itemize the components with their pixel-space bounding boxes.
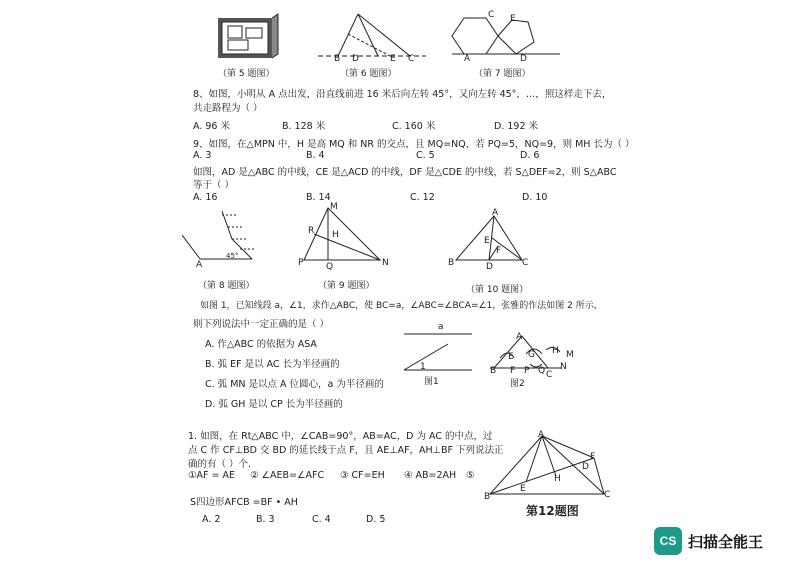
fig2-label-n: N [560,362,567,372]
fig2-label-f: F [510,366,516,376]
q9-label-q: Q [326,262,334,272]
fig1-figure [402,330,482,380]
q6-label-b: B [334,54,341,64]
q12-statement-5: ⑤ [466,470,475,481]
q12-statement-3: ③ CF=EH [340,470,385,481]
q10-figure [452,212,532,266]
q12-statement-2: ② ∠AEB=∠AFC [250,470,325,481]
q12-statement-5-formula: S四边形AFCB =BF • AH [190,497,298,508]
q8-caption: （第 8 题图） [198,281,255,291]
q8-label-a: A [196,260,203,270]
q10-option-b: B. 14 [306,192,331,203]
q5-figure [218,12,278,62]
q10-option-d: D. 10 [522,192,548,203]
q9-label-m: M [330,202,338,212]
q10-label-f: F [496,246,502,256]
q10-label-e: E [484,236,490,246]
q12-option-a: A. 2 [202,514,221,525]
q11-option-b: B. 弧 EF 是以 AC 长为半径画的 [205,359,340,370]
q7-caption: （第 7 题图） [474,69,531,79]
q8-option-b: B. 128 米 [282,121,326,132]
q12-line3: 确的有（ ）个. [188,459,252,470]
camscanner-logo-icon: CS [654,527,682,555]
q9-label-h: H [332,230,339,240]
q6-label-d: D [352,54,359,64]
q9-label-p: P [298,258,304,268]
q12-label-f: F [590,452,596,462]
scanner-watermark [654,526,790,556]
q7-label-e: E [510,14,516,24]
q9-option-d: D. 6 [520,150,540,161]
fig2-label-a: A [516,332,523,342]
q12-option-b: B. 3 [256,514,275,525]
q8-option-d: D. 192 米 [494,121,539,132]
q10-line2: 等于（ ） [193,180,235,191]
fig2-label-p: P [524,366,530,376]
fig2-label-g: G [528,350,535,360]
q11-option-a: A. 作△ABC 的依据为 ASA [205,339,317,350]
q12-statement-4: ④ AB=2AH [404,470,457,481]
q8-option-a: A. 96 米 [193,121,230,132]
fig2-label-e: E [508,352,514,362]
fig2-caption: 图2 [510,379,525,389]
q10-line1: 如图，AD 是△ABC 的中线，CE 是△ACD 的中线，DF 是△CDE 的中线，若 S△DEF=2，则 S△ABC [193,167,617,178]
q11-line2: 则下列说法中一定正确的是（ ） [193,319,330,330]
fig1-caption: 图1 [424,377,439,387]
q10-caption: （第 10 题图） [466,285,529,295]
fig1-label-1: 1 [420,362,426,372]
q12-label-b: B [484,492,491,502]
q7-label-d: D [520,54,527,64]
q11-line1: 如图 1，已知线段 a，∠1，求作△ABC，使 BC=a，∠ABC=∠BCA=∠1，张雅的作法如图 2 所示， [200,301,603,311]
q9-caption: （第 9 题图） [318,281,375,291]
q6-caption: （第 6 题图） [340,69,397,79]
q12-label-c: C [604,490,611,500]
q9-label-r: R [308,226,315,236]
q6-label-c: C [408,54,415,64]
fig1-label-a: a [438,322,444,332]
q12-option-c: C. 4 [312,514,331,525]
q11-option-d: D. 弧 GH 是以 CP 长为半径画的 [205,399,343,410]
q12-line1: 1. 如图，在 Rt△ABC 中，∠CAB=90°，AB=AC，D 为 AC 的中点，过 [188,431,493,442]
q12-label-d: D [582,462,589,472]
q10-option-a: A. 16 [193,192,218,203]
q10-label-d: D [486,262,493,272]
q8-option-c: C. 160 米 [392,121,436,132]
q7-label-a: A [464,54,471,64]
q12-line2: 点 C 作 CF⊥BD 交 BD 的延长线于点 F，且 AE⊥AF，AH⊥BF 下列说法正 [188,445,504,456]
watermark-text: 扫描全能王 [688,532,764,551]
q8-label-angle: 45° [226,252,239,260]
q11-option-c: C. 弧 MN 是以点 A 位圆心，a 为半径画的 [205,379,384,390]
fig2-label-c: C [546,370,553,380]
q10-label-a: A [492,208,499,218]
q8-figure [182,205,262,267]
q8-line2: 共走路程为（ ） [193,103,263,114]
fig2-label-q: Q [538,366,546,376]
q9-option-a: A. 3 [193,150,212,161]
q10-label-b: B [448,258,455,268]
fig2-label-b: B [490,366,497,376]
q10-option-c: C. 12 [410,192,435,203]
q7-label-c: C [488,10,495,20]
q12-figure [486,432,616,496]
q9-label-n: N [382,258,389,268]
q9-option-c: C. 5 [416,150,435,161]
q12-label-a: A [538,430,545,440]
q12-label-h: H [554,474,561,484]
q12-option-d: D. 5 [366,514,386,525]
fig2-label-h: H [552,346,559,356]
q5-caption: （第 5 题图） [218,69,275,79]
q10-label-c: C [522,258,529,268]
q8-line1: 8、如图，小明从 A 点出发，沿直线前进 16 米后向左转 45°，又向左转 45°，…，照这样走下去， [193,89,612,100]
q6-label-e: E [390,54,396,64]
q12-caption: 第12题图 [526,504,579,518]
q12-statement-1: ①AF = AE [188,470,235,481]
fig2-label-m: M [566,350,574,360]
q12-label-e: E [520,484,526,494]
q9-line1: 9、如图，在△MPN 中，H 是高 MQ 和 NR 的交点，且 MQ=NQ，若 PQ=5，NQ=9，则 MH 长为（ ） [193,139,635,150]
q9-option-b: B. 4 [306,150,325,161]
